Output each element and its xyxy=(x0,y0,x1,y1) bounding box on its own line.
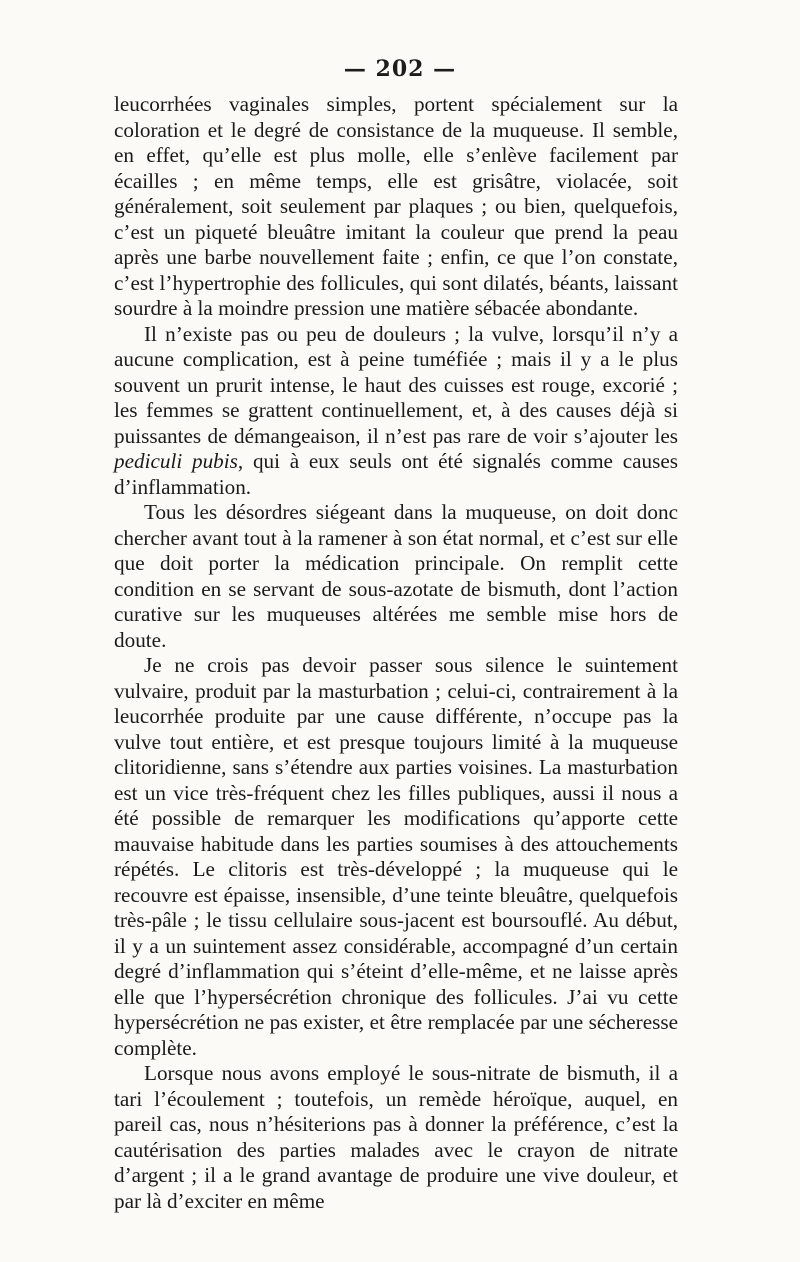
body-text xyxy=(114,92,678,1214)
paragraph-1: leucorrhées vaginales simples, portent spécialement sur la coloration et le degré de consistance de la muqueuse. Il semble, en effet, qu’elle est plus molle, elle s’enlève facilement par écailles ; en même temps, elle est grisâtre, violacée, soit généralement, soit seulement par plaques ; ou bien, quelquefois, c’est un piqueté bleuâtre imitant la couleur que prend la peau après une barbe nouvellement faite ; enfin, ce que l’on constate, c’est l’hypertrophie des follicules, qui sont dilatés, béants, laissant sourdre à la moindre pression une matière sébacée abondante. xyxy=(114,92,678,320)
paragraph-2-text-after: , qui à eux seuls ont été signalés comme causes d’inflammation. xyxy=(114,449,678,499)
paragraph-4: Je ne crois pas devoir passer sous silence le suintement vulvaire, produit par la masturbation ; celui-ci, contrairement à la leucorrhée produite par une cause différente, n’occupe pas la vulve tout entière, et est presque toujours limité à la muqueuse clitoridienne, sans s’étendre aux parties voisines. La masturbation est un vice très-fréquent chez les filles publiques, aussi il nous a été possible de remarquer les modifications qu’apporte cette mauvaise habitude dans les parties soumises à des attouchements répétés. Le clitoris est très-développé ; la muqueuse qui le recouvre est épaisse, insensible, d’une teinte bleuâtre, quelquefois très-pâle ; le tissu cellulaire sous-jacent est boursouflé. Au début, il y a un suintement assez considérable, accompagné d’un certain degré d’inflammation qui s’éteint d’elle-même, et ne laisse après elle que l’hypersécrétion chronique des follicules. J’ai vu cette hypersécrétion ne pas exister, et être remplacée par une sécheresse complète. xyxy=(114,653,678,1060)
paragraph-5: Lorsque nous avons employé le sous-nitrate de bismuth, il a tari l’écoulement ; toutefois, un remède héroïque, auquel, en pareil cas, nous n’hésiterions pas à donner la préférence, c’est la cautérisation des parties malades avec le crayon de nitrate d’argent ; il a le grand avantage de produire une vive douleur, et par là d’exciter en même xyxy=(114,1061,678,1213)
paragraph-2-text-before: Il n’existe pas ou peu de douleurs ; la vulve, lorsqu’il n’y a aucune complication, est à peine tuméfiée ; mais il y a le plus souvent un prurit intense, le haut des cuisses est rouge, excorié ; les femmes se grattent continuellement, et, à des causes déjà si puissantes de démangeaison, il n’est pas rare de voir s’ajouter les xyxy=(114,321,678,448)
paragraph-3: Tous les désordres siégeant dans la muqueuse, on doit donc chercher avant tout à la ramener à son état normal, et c’est sur elle que doit porter la médication principale. On remplit cette condition en se servant de sous-azotate de bismuth, dont l’action curative sur les muqueuses altérées me semble mise hors de doute. xyxy=(114,500,678,652)
paragraph-2 xyxy=(114,322,678,501)
page-number: — 202 — xyxy=(343,56,457,82)
paragraph-2-italic-term: pediculi pubis xyxy=(114,449,238,473)
